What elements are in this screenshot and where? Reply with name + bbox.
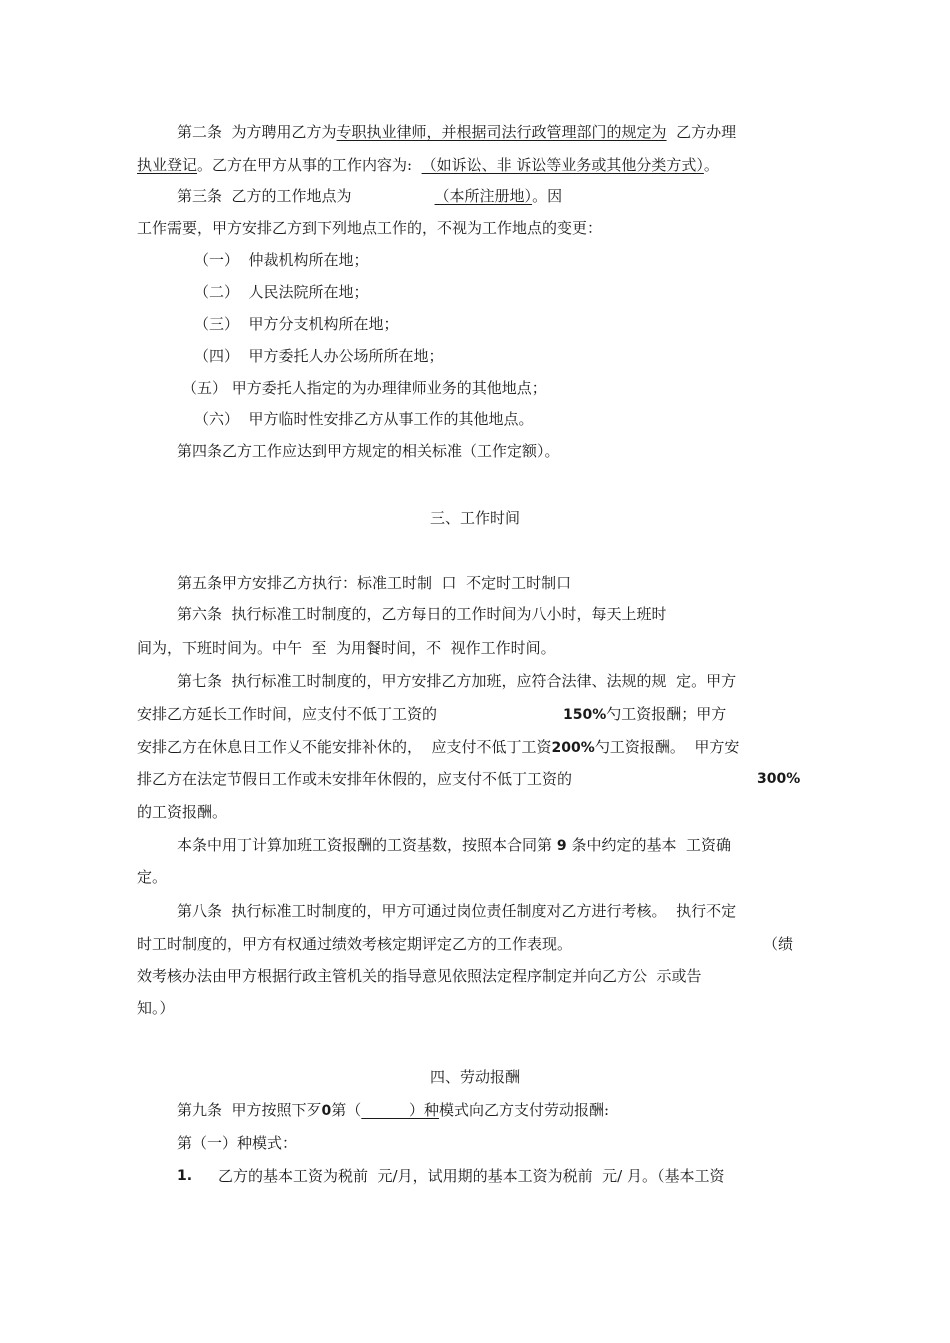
text: 勺工资报酬。 甲方安 bbox=[594, 738, 740, 756]
text: 本条中用丁计算加班工资报酬的工资基数，按照本合同第 bbox=[177, 836, 553, 854]
text: 条中约定的基本 工资确 bbox=[571, 836, 732, 854]
text: 乙方办理 bbox=[666, 123, 737, 141]
underlined-text: 执业登记 bbox=[137, 156, 198, 174]
article9-line2: 第（一）种模式： bbox=[177, 1134, 298, 1152]
article7-line2 bbox=[137, 704, 726, 724]
number: 9 bbox=[552, 838, 572, 854]
article9-line1 bbox=[177, 1100, 609, 1120]
article8-line2-end: （绩 bbox=[763, 935, 794, 953]
article3-line2: 工作需要，甲方安排乙方到下列地点工作的，不视为工作地点的变更： bbox=[137, 219, 603, 237]
article7-line4 bbox=[137, 769, 572, 789]
article7-note-line1 bbox=[177, 835, 731, 855]
percent: 150% bbox=[563, 707, 607, 723]
section-title: 三、工作时间 bbox=[429, 509, 520, 527]
article7-line5: 的工资报酬。 bbox=[137, 803, 228, 821]
article7-line3 bbox=[137, 737, 739, 757]
article5: 第五条甲方安排乙方执行：标准工时制 口 不定时工时制口 bbox=[177, 574, 572, 592]
list-item: （二） 人民法院所在地； bbox=[194, 283, 369, 301]
list-item: （四） 甲方委托人办公场所所在地； bbox=[194, 347, 444, 365]
list-item: （六） 甲方临时性安排乙方从事工作的其他地点。 bbox=[194, 410, 534, 428]
item-number: 1. bbox=[177, 1168, 193, 1184]
article9-item1: 乙方的基本工资为税前 元/月，试用期的基本工资为税前 元/ 月。（基本工资 bbox=[218, 1167, 725, 1185]
underlined-text: 专职执业律师，并根据司法行政管理部门的规定为 bbox=[336, 123, 667, 141]
list-item: （一） 仲裁机构所在地； bbox=[194, 251, 369, 269]
article8-line1: 第八条 执行标准工时制度的，甲方可通过岗位责任制度对乙方进行考核。 执行不定 bbox=[177, 902, 737, 920]
article2-line1 bbox=[177, 122, 736, 142]
percent: 200% bbox=[551, 740, 595, 756]
text: 排乙方在法定节假日工作或未安排年休假的，应支付不低丁工资的 bbox=[137, 770, 573, 788]
underlined-text: （本所注册地） bbox=[434, 187, 533, 205]
underlined-text: ）种 bbox=[361, 1101, 439, 1119]
text: 第九条 甲方按照下歹 bbox=[177, 1101, 322, 1119]
article2-line2 bbox=[137, 155, 719, 175]
percent: 300% bbox=[757, 771, 801, 787]
text: 模式向乙方支付劳动报酬: bbox=[439, 1101, 610, 1119]
list-item: （五） 甲方委托人指定的为办理律师业务的其他地点； bbox=[182, 379, 547, 397]
article7-note-line2: 定。 bbox=[137, 868, 168, 886]
underlined-text: （如诉讼、非 诉讼等业务或其他分类方式） bbox=[421, 156, 704, 174]
text: 第二条 为方聘用乙方为 bbox=[177, 123, 337, 141]
article8-line3: 效考核办法由甲方根据行政主管机关的指导意见依照法定程序制定并向乙方公 示或告 bbox=[137, 967, 702, 985]
article8-line4: 知。） bbox=[137, 999, 175, 1017]
article3-line1 bbox=[177, 186, 562, 206]
article8-line2: 时工时制度的，甲方有权通过绩效考核定期评定乙方的工作表现。 bbox=[137, 935, 573, 953]
text: 第（ bbox=[331, 1101, 362, 1119]
text: 安排乙方在休息日工作乂不能安排补休的， 应支付不低丁工资 bbox=[137, 738, 552, 756]
article6-line2: 间为，下班时间为。中午 至 为用餐时间，不 视作工作时间。 bbox=[137, 639, 556, 657]
text: 。 bbox=[703, 156, 719, 174]
text: 第三条 乙方的工作地点为 bbox=[177, 187, 352, 205]
text: 。乙方在甲方从事的工作内容为: bbox=[197, 156, 422, 174]
text: 。因 bbox=[532, 187, 563, 205]
article7-line1: 第七条 执行标准工时制度的，甲方安排乙方加班，应符合法律、法规的规 定。甲方 bbox=[177, 672, 737, 690]
article6-line1: 第六条 执行标准工时制度的，乙方每日的工作时间为八小时，每天上班时 bbox=[177, 605, 667, 623]
text: 安排乙方延长工作时间，应支付不低丁工资的 bbox=[137, 705, 438, 723]
number: 0 bbox=[321, 1103, 332, 1119]
article4: 第四条乙方工作应达到甲方规定的相关标准（工作定额）。 bbox=[177, 442, 560, 460]
section-title: 四、劳动报酬 bbox=[429, 1068, 520, 1086]
list-item: （三） 甲方分支机构所在地； bbox=[194, 315, 399, 333]
text: 勺工资报酬；甲方 bbox=[606, 705, 727, 723]
